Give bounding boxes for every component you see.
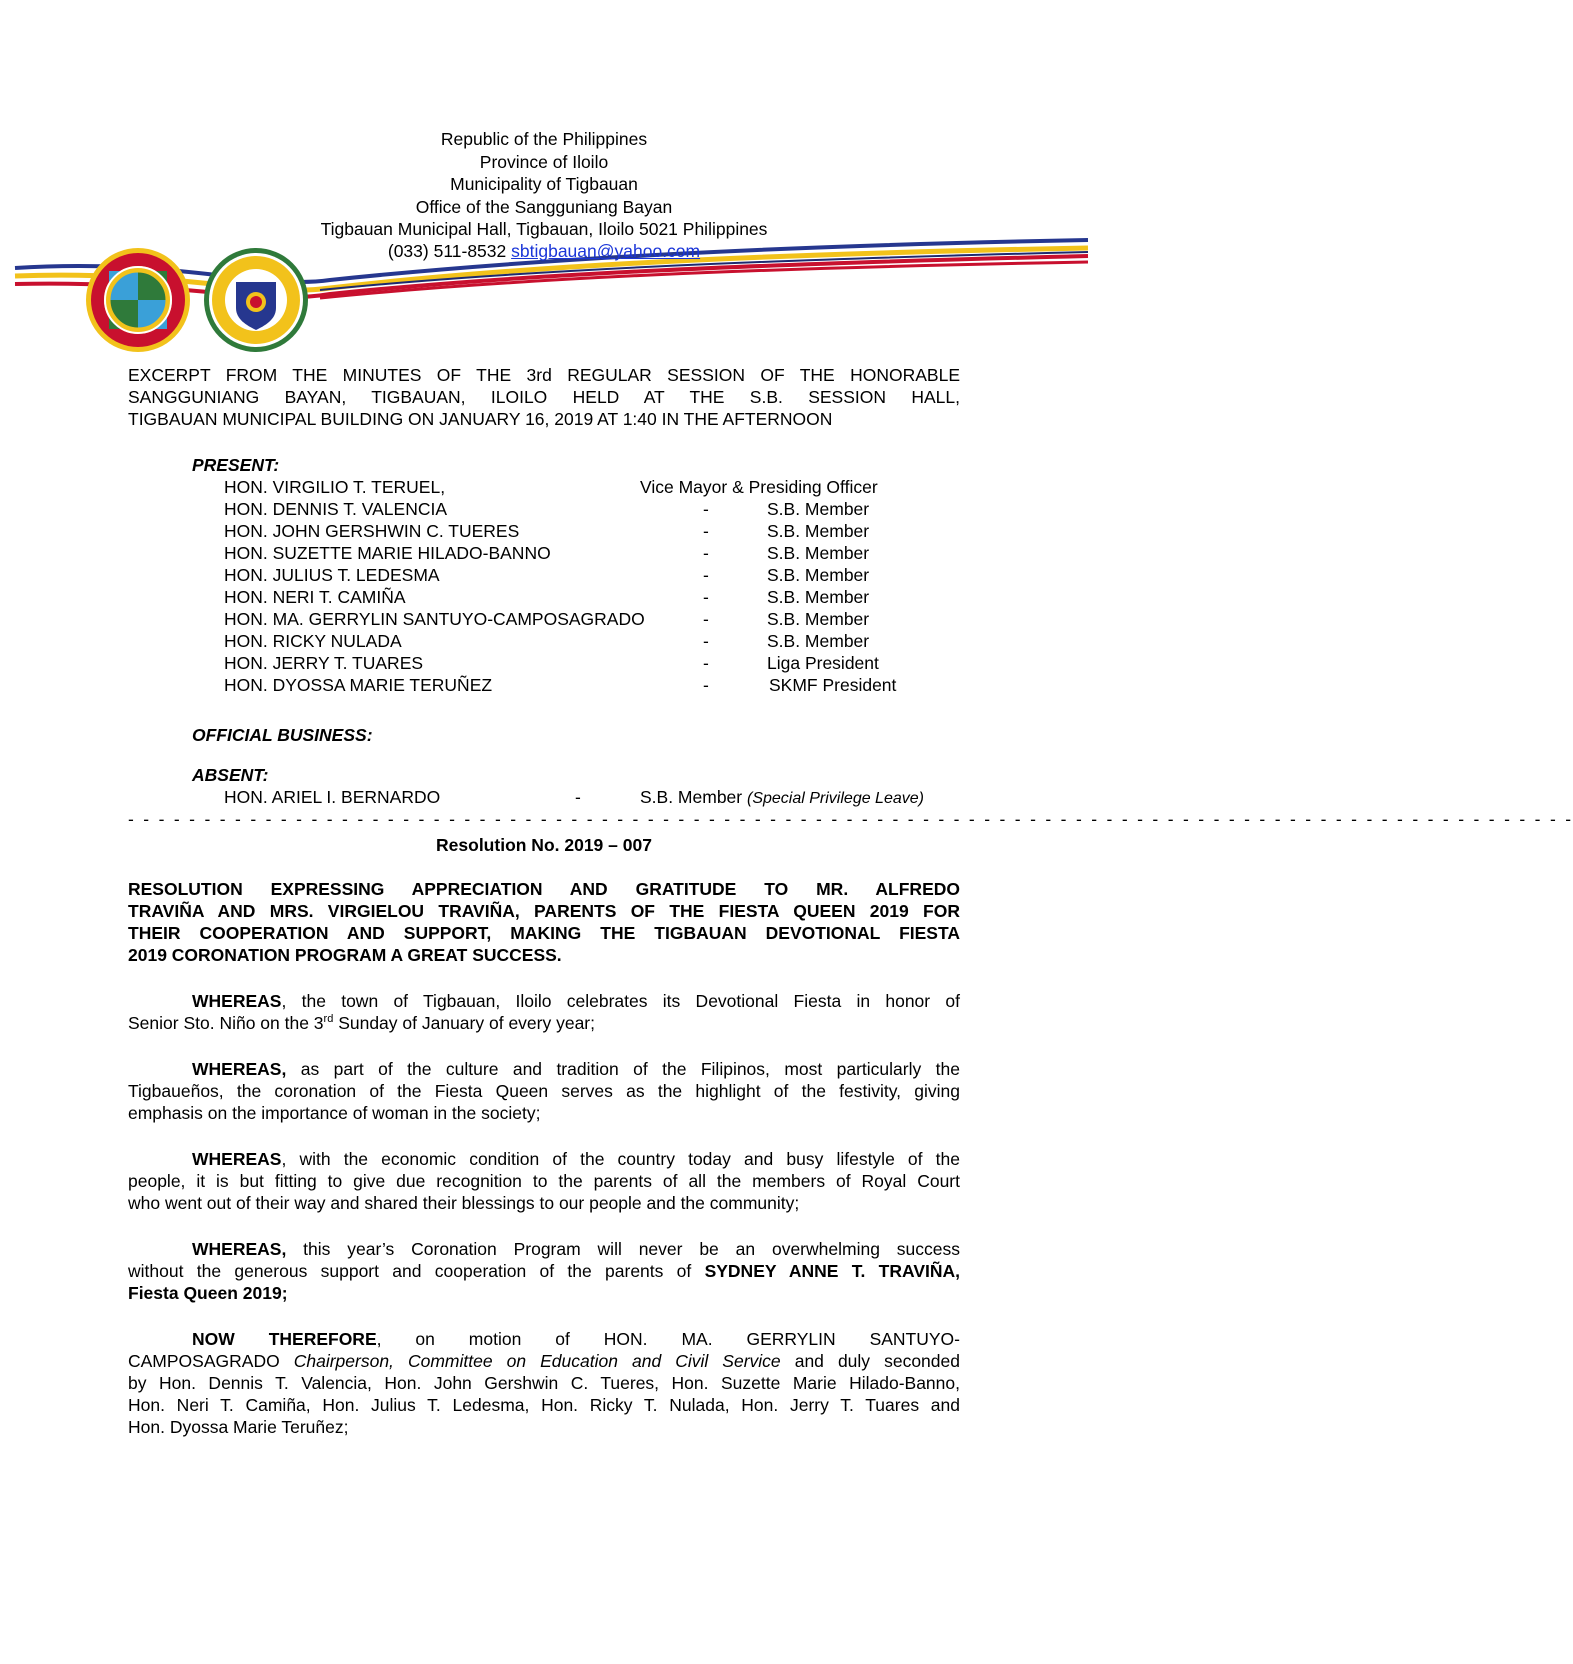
absent-dash: -	[575, 787, 581, 807]
absent-role-text: S.B. Member	[640, 787, 743, 807]
clause-line	[128, 1328, 960, 1350]
member-dash: -	[703, 543, 709, 563]
ordinal-suffix: rd	[323, 1013, 334, 1026]
email-link[interactable]: sbtigbauan@yahoo.com	[511, 241, 701, 261]
member-name: HON. SUZETTE MARIE HILADO-BANNO	[224, 543, 551, 563]
clause-line: emphasis on the importance of woman in the society;	[128, 1103, 541, 1123]
clause-line: Fiesta Queen 2019;	[128, 1283, 288, 1303]
header-line-province: Province of Iloilo	[479, 151, 609, 172]
member-name: HON. JULIUS T. LEDESMA	[224, 565, 440, 585]
clause-line: people, it is but fitting to give due recognition to the parents of all the members of Royal Court	[128, 1171, 960, 1191]
clause-line	[128, 1012, 960, 1034]
absent-name: HON. ARIEL I. BERNARDO	[224, 787, 441, 807]
clause-text: Sunday of January of every year;	[333, 1013, 595, 1033]
member-name: HON. JOHN GERSHWIN C. TUERES	[224, 521, 520, 541]
header-line-municipality: Municipality of Tigbauan	[450, 174, 638, 194]
member-name: HON. RICKY NULADA	[224, 631, 402, 651]
header-line-republic: Republic of the Philippines	[440, 129, 648, 149]
member-name: HON. VIRGILIO T. TERUEL,	[224, 477, 446, 497]
excerpt-line-1: EXCERPT FROM THE MINUTES OF THE 3rd REGULAR SESSION OF THE HONORABLE	[128, 365, 960, 385]
member-dash: -	[703, 653, 709, 673]
clause-line: who went out of their way and shared their blessings to our people and the community;	[128, 1193, 800, 1213]
clause-text: Senior Sto. Niño on the 3	[128, 1013, 324, 1033]
resolution-title-line: RESOLUTION EXPRESSING APPRECIATION AND GRATITUDE TO MR. ALFREDO	[128, 879, 960, 899]
clause-line	[128, 1238, 960, 1260]
absent-label: ABSENT:	[192, 765, 269, 785]
member-role: Liga President	[767, 653, 879, 673]
clause-lead: WHEREAS,	[192, 1239, 287, 1259]
clause-line	[128, 1148, 960, 1170]
attendance-row-presiding	[224, 476, 445, 498]
clause-text: and duly seconded	[780, 1351, 960, 1371]
absent-role	[640, 786, 924, 808]
clause-line: Hon. Dyossa Marie Teruñez;	[128, 1417, 349, 1437]
member-role: S.B. Member	[767, 631, 870, 651]
dashed-separator: - - - - - - - - - - - - - - - - - - - - - - - - - - - - - - - - - - - - - - - - - - - - - - - - - - - - - - - - - - - - - - - - - - - - - - - - - - - - - - - - - - - - - - - - - - - - - - -	[128, 809, 1573, 829]
member-name: HON. DYOSSA MARIE TERUÑEZ	[224, 675, 493, 695]
member-dash: -	[703, 675, 709, 695]
clause-lead: WHEREAS,	[192, 1059, 287, 1079]
member-role: S.B. Member	[767, 587, 870, 607]
clause-line	[128, 1350, 960, 1372]
member-dash: -	[703, 587, 709, 607]
member-role: S.B. Member	[767, 565, 870, 585]
member-dash: -	[703, 609, 709, 629]
clause-text: this year’s Coronation Program will never be an overwhelming success	[286, 1239, 960, 1259]
header-line-office: Office of the Sangguniang Bayan	[415, 196, 673, 217]
clause-line: Hon. Neri T. Camiña, Hon. Julius T. Ledesma, Hon. Ricky T. Nulada, Hon. Jerry T. Tuares and	[128, 1395, 960, 1415]
member-role: S.B. Member	[767, 609, 870, 629]
member-role: S.B. Member	[767, 521, 870, 541]
clause-text: CAMPOSAGRADO	[128, 1351, 294, 1371]
presiding-role: Vice Mayor & Presiding Officer	[640, 477, 878, 497]
member-name: HON. JERRY T. TUARES	[224, 653, 424, 673]
clause-line: by Hon. Dennis T. Valencia, Hon. John Gershwin C. Tueres, Hon. Suzette Marie Hilado-Banno,	[128, 1373, 960, 1393]
member-name: HON. NERI T. CAMIÑA	[224, 587, 406, 607]
member-dash: -	[703, 499, 709, 519]
member-dash: -	[703, 521, 709, 541]
clause-lead: WHEREAS	[192, 1149, 282, 1169]
absent-note: (Special Privilege Leave)	[747, 790, 924, 807]
present-label: PRESENT:	[192, 455, 280, 475]
sangguniang-bayan-seal-logo	[202, 246, 310, 354]
clause-line: Tigbaueños, the coronation of the Fiesta Queen serves as the highlight of the festivity, giving	[128, 1081, 960, 1101]
member-role: S.B. Member	[767, 499, 870, 519]
clause-lead: NOW THEREFORE	[192, 1329, 377, 1349]
phone-number: (033) 511-8532	[387, 241, 507, 261]
clause-line	[128, 1058, 960, 1080]
official-business-label: OFFICIAL BUSINESS:	[192, 725, 373, 745]
resolution-title-line: 2019 CORONATION PROGRAM A GREAT SUCCESS.	[128, 945, 562, 965]
member-role: SKMF President	[769, 675, 897, 695]
resolution-number: Resolution No. 2019 – 007	[436, 835, 652, 855]
clause-line	[128, 1260, 960, 1282]
member-dash: -	[703, 565, 709, 585]
resolution-title-line: THEIR COOPERATION AND SUPPORT, MAKING THE TIGBAUAN DEVOTIONAL FIESTA	[128, 923, 960, 943]
clause-lead: WHEREAS	[192, 991, 282, 1011]
clause-text: as part of the culture and tradition of the Filipinos, most particularly the	[286, 1059, 960, 1079]
clause-text: without the generous support and cooperation of the parents of	[128, 1261, 705, 1281]
committee-title: Chairperson, Committee on Education and Civil Service	[293, 1351, 781, 1371]
member-role: S.B. Member	[767, 543, 870, 563]
excerpt-line-3: TIGBAUAN MUNICIPAL BUILDING ON JANUARY 16, 2019 AT 1:40 IN THE AFTERNOON	[128, 409, 833, 429]
clause-text: , on motion of HON. MA. GERRYLIN SANTUYO-	[376, 1329, 960, 1349]
header-line-address: Tigbauan Municipal Hall, Tigbauan, Iloilo 5021 Philippines	[320, 219, 768, 239]
clause-text: , with the economic condition of the country today and busy lifestyle of the	[281, 1149, 960, 1169]
clause-line	[128, 990, 960, 1012]
member-name: HON. MA. GERRYLIN SANTUYO-CAMPOSAGRADO	[224, 609, 645, 629]
municipality-seal-logo	[84, 246, 192, 354]
excerpt-line-2: SANGGUNIANG BAYAN, TIGBAUAN, ILOILO HELD AT THE S.B. SESSION HALL,	[128, 387, 960, 407]
member-name: HON. DENNIS T. VALENCIA	[224, 499, 448, 519]
queen-name: SYDNEY ANNE T. TRAVIÑA,	[704, 1261, 960, 1281]
member-dash: -	[703, 631, 709, 651]
clause-text: , the town of Tigbauan, Iloilo celebrates its Devotional Fiesta in honor of	[281, 991, 960, 1011]
resolution-title-line: TRAVIÑA AND MRS. VIRGIELOU TRAVIÑA, PARENTS OF THE FIESTA QUEEN 2019 FOR	[128, 901, 960, 921]
